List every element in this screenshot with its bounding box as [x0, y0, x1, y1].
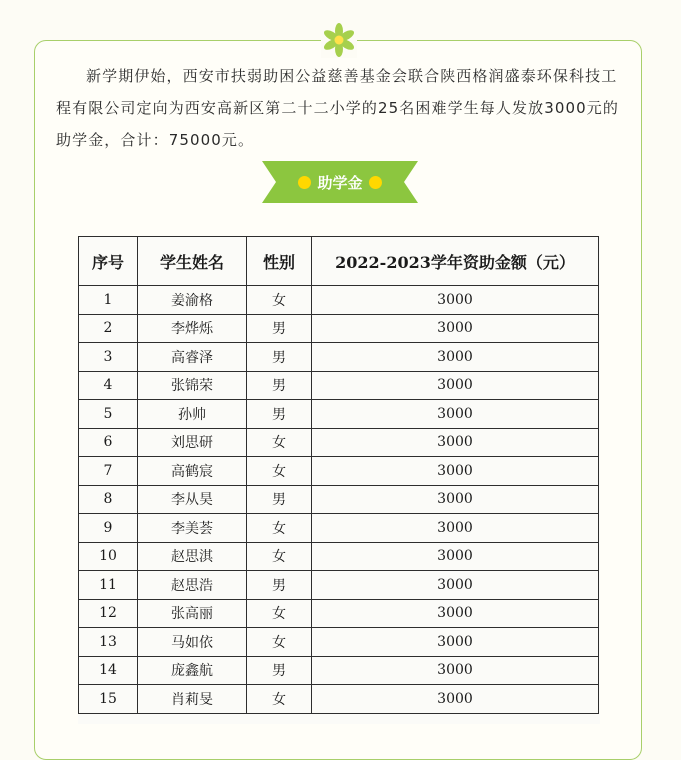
- cell-amount: 3000: [312, 599, 599, 628]
- cell-index: 4: [79, 371, 138, 400]
- cell-index: 12: [79, 599, 138, 628]
- scanned-document: [78, 236, 600, 724]
- cell-amount: 3000: [312, 314, 599, 343]
- cell-index: 5: [79, 400, 138, 429]
- cell-name: 庞鑫航: [138, 656, 247, 685]
- cell-name: 赵思浩: [138, 571, 247, 600]
- cell-index: 6: [79, 428, 138, 457]
- cell-gender: 男: [247, 314, 312, 343]
- cell-name: 赵思淇: [138, 542, 247, 571]
- table-row: [79, 542, 599, 571]
- table-row: [79, 314, 599, 343]
- cell-amount: 3000: [312, 343, 599, 372]
- cell-amount: 3000: [312, 542, 599, 571]
- cell-gender: 女: [247, 599, 312, 628]
- intro-paragraph: 新学期伊始，西安市扶弱助困公益慈善基金会联合陕西格润盛泰环保科技工程有限公司定向为西安高新区第二十二小学的25名困难学生每人发放3000元的助学金，合计：75000元。: [56, 67, 619, 149]
- cell-index: 15: [79, 685, 138, 714]
- cell-index: 11: [79, 571, 138, 600]
- table-body: [79, 286, 599, 714]
- header-gender: 性别: [247, 237, 312, 286]
- cell-name: 高鹤宸: [138, 457, 247, 486]
- cell-amount: 3000: [312, 457, 599, 486]
- cell-name: 高睿泽: [138, 343, 247, 372]
- cell-amount: 3000: [312, 400, 599, 429]
- cell-index: 9: [79, 514, 138, 543]
- cell-index: 8: [79, 485, 138, 514]
- table-row: [79, 343, 599, 372]
- cell-name: 肖莉旻: [138, 685, 247, 714]
- cell-amount: 3000: [312, 428, 599, 457]
- table-row: [79, 457, 599, 486]
- cell-gender: 男: [247, 485, 312, 514]
- header-amount: 2022-2023学年资助金额（元）: [312, 237, 599, 286]
- cell-amount: 3000: [312, 286, 599, 315]
- cell-gender: 女: [247, 628, 312, 657]
- cell-index: 13: [79, 628, 138, 657]
- cell-name: 孙帅: [138, 400, 247, 429]
- cell-gender: 男: [247, 656, 312, 685]
- header-name: 学生姓名: [138, 237, 247, 286]
- cell-name: 姜渝格: [138, 286, 247, 315]
- cell-index: 3: [79, 343, 138, 372]
- banner-label: 助学金: [317, 173, 363, 192]
- dot-icon: [298, 176, 311, 189]
- cell-gender: 男: [247, 400, 312, 429]
- cell-name: 李从昊: [138, 485, 247, 514]
- table-row: [79, 656, 599, 685]
- table-row: [79, 400, 599, 429]
- cell-gender: 女: [247, 514, 312, 543]
- table-row: [79, 485, 599, 514]
- cell-gender: 女: [247, 685, 312, 714]
- cell-gender: 女: [247, 457, 312, 486]
- cell-index: 2: [79, 314, 138, 343]
- flower-icon: [321, 22, 357, 58]
- cell-amount: 3000: [312, 514, 599, 543]
- cell-index: 14: [79, 656, 138, 685]
- cell-amount: 3000: [312, 656, 599, 685]
- cell-gender: 女: [247, 286, 312, 315]
- cell-gender: 女: [247, 542, 312, 571]
- table-row: [79, 599, 599, 628]
- header-index: 序号: [79, 237, 138, 286]
- cell-gender: 女: [247, 428, 312, 457]
- cell-name: 马如依: [138, 628, 247, 657]
- table-row: [79, 371, 599, 400]
- aid-table: [78, 236, 599, 714]
- cell-gender: 男: [247, 571, 312, 600]
- cell-amount: 3000: [312, 371, 599, 400]
- cell-name: 张高丽: [138, 599, 247, 628]
- cell-name: 张锦荣: [138, 371, 247, 400]
- banner: [262, 161, 418, 203]
- cell-index: 1: [79, 286, 138, 315]
- cell-amount: 3000: [312, 571, 599, 600]
- cell-index: 10: [79, 542, 138, 571]
- cell-index: 7: [79, 457, 138, 486]
- table-header-row: [79, 237, 599, 286]
- table-row: [79, 628, 599, 657]
- cell-gender: 男: [247, 371, 312, 400]
- cell-amount: 3000: [312, 685, 599, 714]
- table-row: [79, 571, 599, 600]
- cell-amount: 3000: [312, 485, 599, 514]
- table-row: [79, 685, 599, 714]
- cell-amount: 3000: [312, 628, 599, 657]
- cell-name: 李烨烁: [138, 314, 247, 343]
- table-row: [79, 428, 599, 457]
- table-row: [79, 514, 599, 543]
- cell-name: 刘思研: [138, 428, 247, 457]
- table-row: [79, 286, 599, 315]
- cell-name: 李美荟: [138, 514, 247, 543]
- dot-icon: [369, 176, 382, 189]
- cell-gender: 男: [247, 343, 312, 372]
